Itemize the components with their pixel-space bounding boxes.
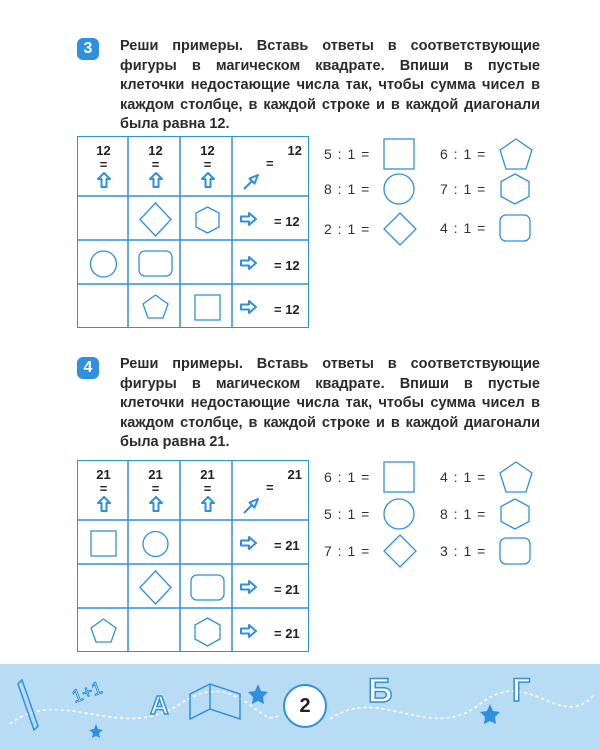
- task3-example-2: [440, 137, 534, 171]
- task3-example-4-expr: 7 : 1 =: [440, 181, 487, 197]
- arrow-up-icon: [97, 496, 111, 512]
- task4-col1-header: [78, 461, 129, 521]
- task3-col3-target: 12: [200, 143, 215, 158]
- arrow-right-icon: [240, 536, 258, 550]
- task4-example-2-expr: 4 : 1 =: [440, 469, 487, 485]
- task4-example-6-expr: 3 : 1 =: [440, 543, 487, 559]
- hexagon-answer-box[interactable]: [498, 172, 532, 206]
- task4-example-5: [324, 533, 418, 569]
- task3-example-3-expr: 8 : 1 =: [324, 181, 371, 197]
- hexagon-shape-icon: [182, 610, 233, 653]
- task3-example-2-expr: 6 : 1 =: [440, 146, 487, 162]
- task4-example-1: [324, 460, 416, 494]
- task4-col3-header: [182, 461, 233, 521]
- task4-example-2: [440, 460, 534, 494]
- task3-cell-circle[interactable]: [78, 242, 129, 285]
- pentagon-answer-box[interactable]: [498, 460, 534, 494]
- task3-diagonal-header: [234, 137, 308, 197]
- task4-number-badge: 4: [77, 357, 99, 379]
- task4-col2-header: [130, 461, 181, 521]
- task3-row2-sum-label: = 12: [274, 258, 300, 273]
- task3-row2-sum: [234, 242, 308, 285]
- task4-example-4-expr: 8 : 1 =: [440, 506, 487, 522]
- square-answer-box[interactable]: [382, 460, 416, 494]
- task4-row2-sum-label: = 21: [274, 582, 300, 597]
- arrow-up-icon: [149, 172, 163, 188]
- arrow-right-icon: [240, 256, 258, 270]
- diamond-shape-icon: [130, 566, 181, 609]
- task3-row1-sum: [234, 198, 308, 241]
- hexagon-shape-icon: [182, 198, 233, 241]
- task4-row1-sum: [234, 522, 308, 565]
- square-shape-icon: [78, 522, 129, 565]
- rounded-rect-answer-box[interactable]: [498, 213, 532, 243]
- rounded-rect-shape-icon: [182, 566, 233, 609]
- task4-col2-eq: =: [151, 481, 160, 496]
- square-answer-box[interactable]: [382, 137, 416, 171]
- task4-example-5-expr: 7 : 1 =: [324, 543, 371, 559]
- task4-row3-sum: [234, 610, 308, 653]
- pentagon-answer-box[interactable]: [498, 137, 534, 171]
- star-icon: [89, 724, 103, 738]
- arrow-right-icon: [240, 624, 258, 638]
- circle-shape-icon: [130, 522, 181, 565]
- page-number: 2: [283, 684, 327, 728]
- task4-instructions: Реши примеры. Вставь ответы в соответствующие фигуры в магическом квадрате. Впиши в пустые клеточки недостающие числа так, чтобы сумма чисел в каждом столбце, в каждой строке и в каждой диагонали была равна 21.: [120, 356, 540, 450]
- circle-answer-box[interactable]: [382, 497, 416, 531]
- task4-cell-diamond[interactable]: [130, 566, 181, 609]
- task4-magic-square: [77, 460, 309, 652]
- hexagon-answer-box[interactable]: [498, 497, 532, 531]
- pentagon-shape-icon: [78, 610, 129, 653]
- task3-row1-sum-label: = 12: [274, 214, 300, 229]
- arrow-diagonal-icon: [242, 497, 260, 515]
- task3-col2-eq: =: [151, 157, 160, 172]
- arrow-right-icon: [240, 212, 258, 226]
- task4-cell-hexagon[interactable]: [182, 610, 233, 653]
- arrow-up-icon: [201, 172, 215, 188]
- task3-col2-target: 12: [148, 143, 163, 158]
- arrow-right-icon: [240, 300, 258, 314]
- task4-example-1-expr: 6 : 1 =: [324, 469, 371, 485]
- task3-col2-header: [130, 137, 181, 197]
- task4-col1-eq: =: [99, 481, 108, 496]
- task3-example-5-expr: 2 : 1 =: [324, 221, 371, 237]
- diamond-answer-box[interactable]: [382, 211, 418, 247]
- task4-diagonal-eq: =: [266, 480, 274, 495]
- task4-cell-square[interactable]: [78, 522, 129, 565]
- task3-example-4: [440, 172, 532, 206]
- task4-row2-sum: [234, 566, 308, 609]
- task3-cell-pentagon[interactable]: [130, 286, 181, 329]
- task3-col3-eq: =: [203, 157, 212, 172]
- pentagon-shape-icon: [130, 286, 181, 329]
- task3-cell-square[interactable]: [182, 286, 233, 329]
- diamond-answer-box[interactable]: [382, 533, 418, 569]
- task4-row1-sum-label: = 21: [274, 538, 300, 553]
- star-icon: [480, 704, 500, 724]
- star-icon: [248, 684, 268, 704]
- task3-row3-sum: [234, 286, 308, 329]
- arrow-diagonal-icon: [242, 173, 260, 191]
- task4-row3-sum-label: = 21: [274, 626, 300, 641]
- task4-example-3: [324, 497, 416, 531]
- task3-example-5: [324, 211, 418, 247]
- task3-magic-square: [77, 136, 309, 328]
- task3-diagonal-eq: =: [266, 156, 274, 171]
- rounded-rect-shape-icon: [130, 242, 181, 285]
- deco-letter-b: Б: [368, 672, 393, 710]
- task3-example-1-expr: 5 : 1 =: [324, 146, 371, 162]
- deco-formula: 1+1: [69, 677, 105, 707]
- book-icon: [190, 684, 240, 719]
- task4-diagonal-target: 21: [287, 467, 302, 482]
- task3-row3-sum-label: = 12: [274, 302, 300, 317]
- task4-example-3-expr: 5 : 1 =: [324, 506, 371, 522]
- task3-col1-header: [78, 137, 129, 197]
- pencil-icon: [18, 680, 38, 730]
- task3-cell-diamond[interactable]: [130, 198, 181, 241]
- arrow-right-icon: [240, 580, 258, 594]
- task3-example-6: [440, 213, 532, 243]
- task3-example-6-expr: 4 : 1 =: [440, 220, 487, 236]
- arrow-up-icon: [201, 496, 215, 512]
- task4-col1-target: 21: [96, 467, 111, 482]
- task3-col1-eq: =: [99, 157, 108, 172]
- task3-example-3: [324, 172, 416, 206]
- task3-cell-hexagon[interactable]: [182, 198, 233, 241]
- task4-cell-pentagon[interactable]: [78, 610, 129, 653]
- task3-diagonal-target: 12: [287, 143, 302, 158]
- task4-col3-eq: =: [203, 481, 212, 496]
- task4-col2-target: 21: [148, 467, 163, 482]
- task3-col1-target: 12: [96, 143, 111, 158]
- diamond-shape-icon: [130, 198, 181, 241]
- task3-col3-header: [182, 137, 233, 197]
- deco-letter-a: А: [150, 690, 169, 720]
- task3-instructions: Реши примеры. Вставь ответы в соответствующие фигуры в магическом квадрате. Впиши в пустые клеточки недостающие числа так, чтобы сумма чисел в каждом столбце, в каждой строке и в каждой диагонали была равна 12.: [120, 38, 540, 132]
- task4-example-4: [440, 497, 532, 531]
- square-shape-icon: [182, 286, 233, 329]
- task4-cell-rounded-rect[interactable]: [182, 566, 233, 609]
- task4-col3-target: 21: [200, 467, 215, 482]
- task3-cell-rounded-rect[interactable]: [130, 242, 181, 285]
- task4-diagonal-header: [234, 461, 308, 521]
- circle-shape-icon: [78, 242, 129, 285]
- task3-example-1: [324, 137, 416, 171]
- task4-cell-circle[interactable]: [130, 522, 181, 565]
- circle-answer-box[interactable]: [382, 172, 416, 206]
- task4-example-6: [440, 536, 532, 566]
- rounded-rect-answer-box[interactable]: [498, 536, 532, 566]
- task3-number-badge: 3: [77, 38, 99, 60]
- arrow-up-icon: [97, 172, 111, 188]
- deco-letter-g: Г: [512, 672, 531, 708]
- arrow-up-icon: [149, 496, 163, 512]
